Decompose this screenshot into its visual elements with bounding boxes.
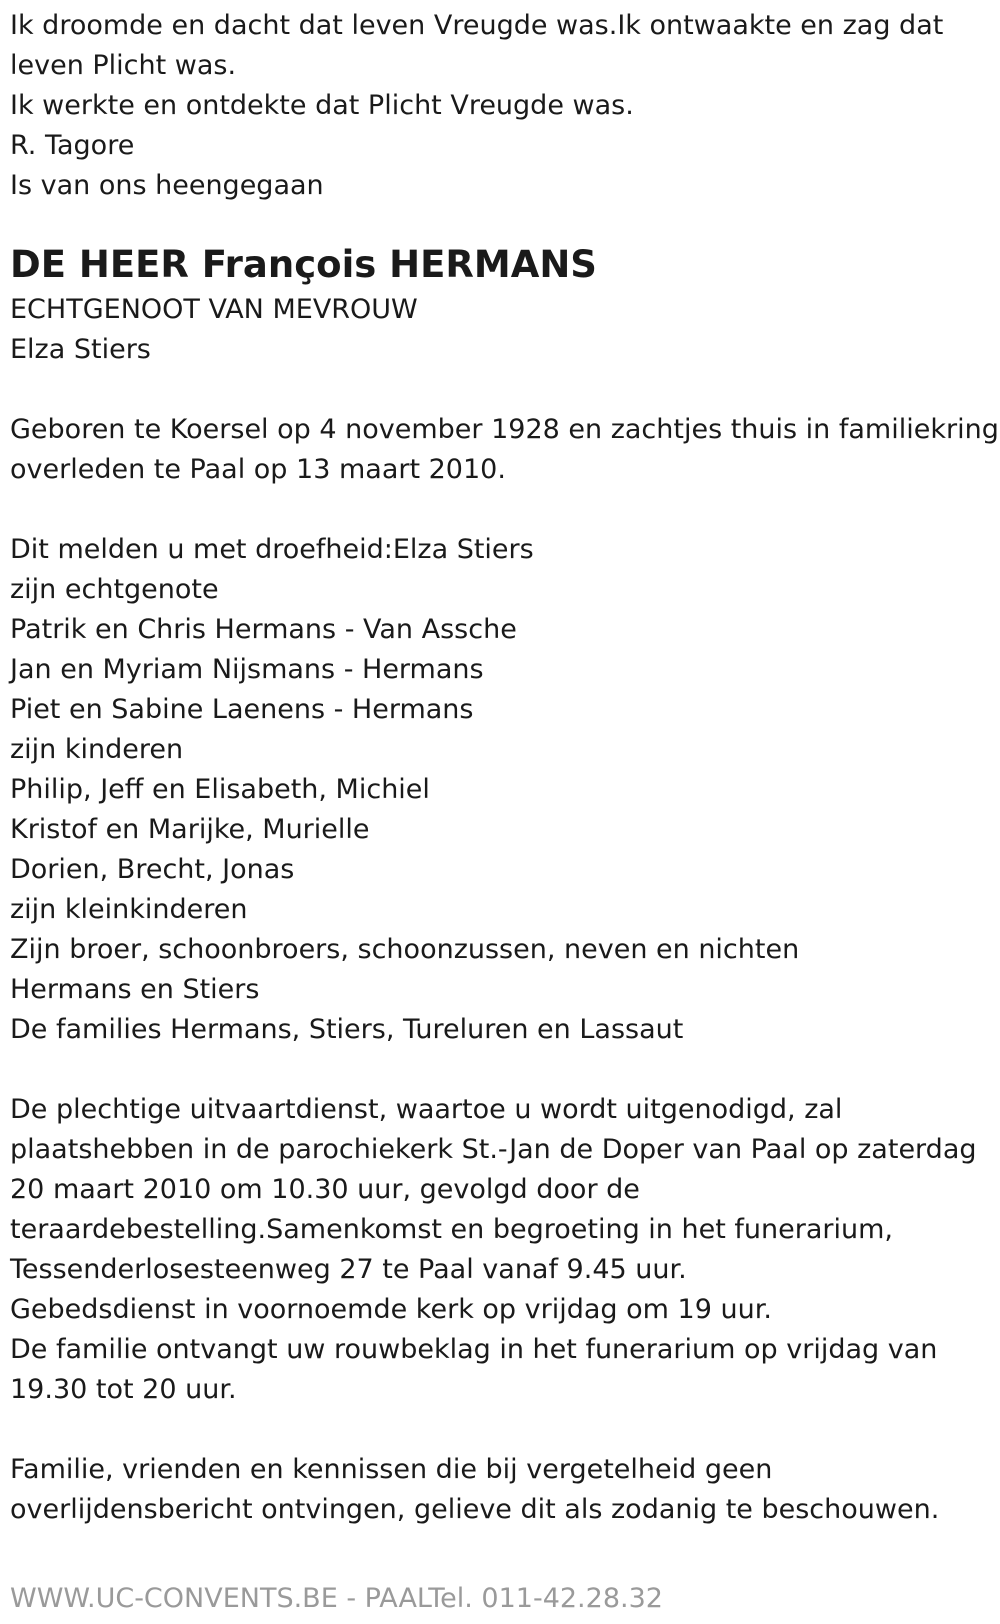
service-line: plaatshebben in de parochiekerk St.-Jan de Doper van Paal op zaterdag bbox=[10, 1134, 977, 1165]
deceased-name: DE HEER François HERMANS bbox=[10, 243, 597, 286]
family-line: Hermans en Stiers bbox=[10, 974, 260, 1005]
obituary-document bbox=[10, 6, 999, 1530]
service-line: Tessenderlosesteenweg 27 te Paal vanaf 9.45 uur. bbox=[10, 1254, 687, 1285]
service-line: Gebedsdienst in voornoemde kerk op vrijdag om 19 uur. bbox=[10, 1294, 772, 1325]
family-line: Kristof en Marijke, Murielle bbox=[10, 814, 370, 845]
closing-line: overlijdensbericht ontvingen, gelieve dit als zodanig te beschouwen. bbox=[10, 1494, 940, 1525]
quote-line: Ik werkte en ontdekte dat Plicht Vreugde was. bbox=[10, 90, 634, 121]
family-line: Piet en Sabine Laenens - Hermans bbox=[10, 694, 474, 725]
birth-death-line: Geboren te Koersel op 4 november 1928 en zachtjes thuis in familiekring bbox=[10, 414, 999, 445]
family-line: Zijn broer, schoonbroers, schoonzussen, neven en nichten bbox=[10, 934, 800, 965]
birth-death-line: overleden te Paal op 13 maart 2010. bbox=[10, 454, 506, 485]
family-line: Dorien, Brecht, Jonas bbox=[10, 854, 295, 885]
deceased-block bbox=[10, 240, 990, 370]
family-line: Dit melden u met droefheid:Elza Stiers bbox=[10, 534, 534, 565]
family-line: zijn kinderen bbox=[10, 734, 184, 765]
closing-block bbox=[10, 1450, 990, 1530]
deceased-spouse: Elza Stiers bbox=[10, 334, 151, 365]
service-line: De familie ontvangt uw rouwbeklag in het funerarium op vrijdag van bbox=[10, 1334, 938, 1365]
family-line: zijn echtgenote bbox=[10, 574, 219, 605]
service-line: teraardebestelling.Samenkomst en begroeting in het funerarium, bbox=[10, 1214, 893, 1245]
family-line: Jan en Myriam Nijsmans - Hermans bbox=[10, 654, 484, 685]
quote-line: leven Plicht was. bbox=[10, 50, 237, 81]
service-line: 19.30 tot 20 uur. bbox=[10, 1374, 237, 1405]
family-line: zijn kleinkinderen bbox=[10, 894, 248, 925]
birth-death-block bbox=[10, 410, 999, 490]
family-block bbox=[10, 530, 990, 1050]
service-line: De plechtige uitvaartdienst, waartoe u wordt uitgenodigd, zal bbox=[10, 1094, 843, 1125]
deceased-relation: ECHTGENOOT VAN MEVROUW bbox=[10, 294, 418, 325]
family-line: Patrik en Chris Hermans - Van Assche bbox=[10, 614, 517, 645]
quote-block bbox=[10, 6, 990, 206]
quote-line: Ik droomde en dacht dat leven Vreugde was.Ik ontwaakte en zag dat bbox=[10, 10, 944, 41]
service-line: 20 maart 2010 om 10.30 uur, gevolgd door de bbox=[10, 1174, 640, 1205]
intro-text: Is van ons heengegaan bbox=[10, 170, 324, 201]
quote-author: R. Tagore bbox=[10, 130, 135, 161]
closing-line: Familie, vrienden en kennissen die bij vergetelheid geen bbox=[10, 1454, 773, 1485]
service-block bbox=[10, 1090, 990, 1410]
footer-contact: WWW.UC-CONVENTS.BE - PAALTel. 011-42.28.32 bbox=[10, 1583, 663, 1614]
family-line: De families Hermans, Stiers, Tureluren en Lassaut bbox=[10, 1014, 684, 1045]
family-line: Philip, Jeff en Elisabeth, Michiel bbox=[10, 774, 430, 805]
